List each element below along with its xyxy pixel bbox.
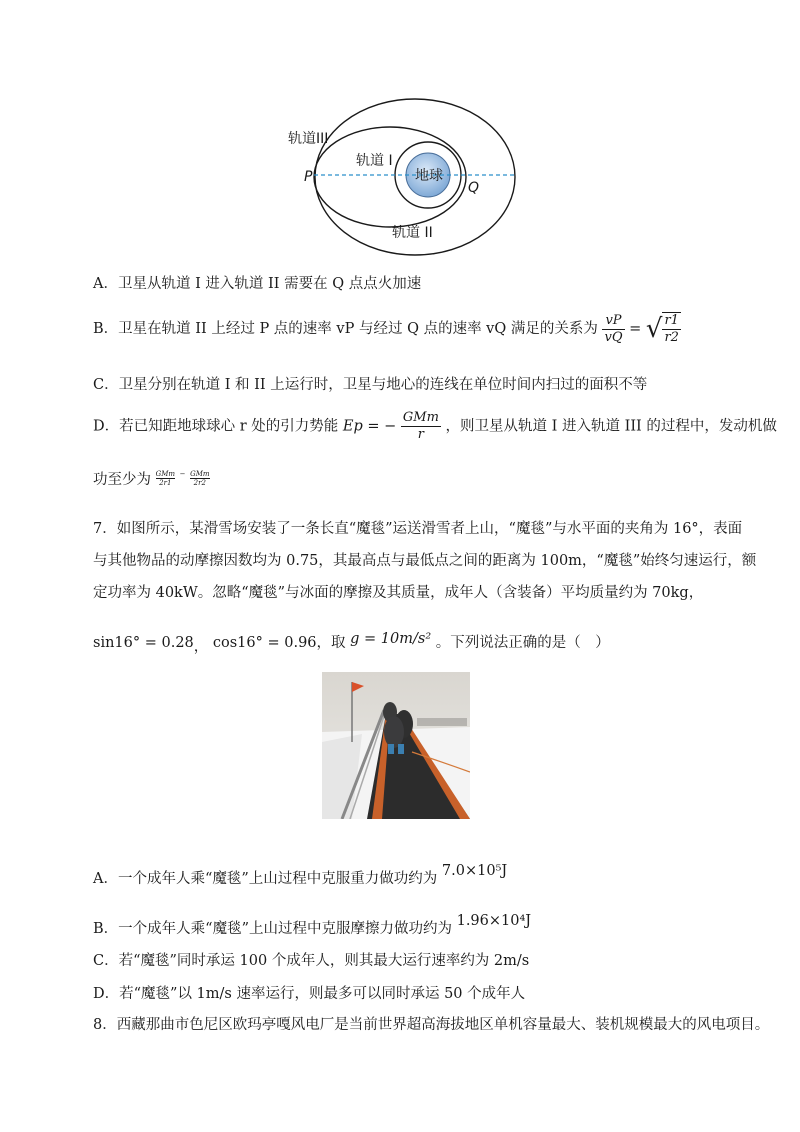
work-den1: 2r1 [159, 479, 172, 487]
q7-option-a-value: 7.0×10⁵J [441, 863, 508, 879]
q6-option-d-text: D．若已知距地球球心 r 处的引力势能 [93, 418, 339, 435]
q6-option-a: A．卫星从轨道 I 进入轨道 II 需要在 Q 点点火加速 [93, 276, 422, 292]
q7-option-c-value: 2m/s [493, 953, 530, 969]
take-text: ，取 [316, 635, 346, 651]
q6-option-d-line2 [93, 470, 210, 490]
work-num2: GMm [190, 470, 210, 478]
q7-line2: 与其他物品的动摩擦因数均为 0.75，其最高点与最低点之间的距离为 100m，“魔毯”始终匀速运行，额 [93, 553, 757, 569]
q7-option-c-text: C．若“魔毯”同时承运 100 个成年人，则其最大运行速率约为 [93, 953, 490, 969]
gmm-r-fraction [401, 410, 441, 443]
q7-option-a-text: A．一个成年人乘“魔毯”上山过程中克服重力做功约为 [93, 871, 438, 887]
q6-option-b [93, 312, 681, 346]
point-q: Q [468, 180, 480, 196]
q7-option-b-value: 1.96×10⁴J [456, 913, 532, 929]
r2: r2 [664, 330, 679, 345]
q6-option-d-suffix: ，则卫星从轨道 I 进入轨道 III 的过程中，发动机做 [445, 418, 777, 435]
potential-energy-formula: Ep = − [342, 418, 397, 435]
q8-line1: 8．西藏那曲市色尼区欧玛亭嘎风电厂是当前世界超高海拔地区单机容量最大、装机规模最大的风电项目。 [93, 1017, 770, 1033]
q7-option-b [93, 911, 531, 939]
q7-option-c [93, 951, 529, 971]
r: r [417, 427, 425, 442]
r1: r1 [664, 313, 679, 328]
magic-carpet-photo [322, 672, 470, 819]
q7-question-end: 。下列说法正确的是（ ） [435, 635, 610, 651]
work-num1: GMm [155, 470, 176, 478]
sin-value: sin16° = 0.28 [93, 635, 194, 651]
d-line2-text: 功至少为 [93, 472, 151, 488]
q6-option-d [93, 410, 777, 443]
q6-option-c: C．卫星分别在轨道 I 和 II 上运行时，卫星与地心的连线在单位时间内扫过的面积不等 [93, 377, 648, 393]
q7-option-a [93, 861, 507, 889]
sqrt-sign: √ [645, 314, 663, 344]
vq: vQ [604, 329, 623, 345]
cos-value: cos16° = 0.96 [212, 635, 317, 651]
orbit1-label: 轨道 I [356, 153, 393, 169]
q7-line1: 7．如图所示，某滑雪场安装了一条长直“魔毯”运送滑雪者上山，“魔毯”与水平面的夹角为 16°，表面 [93, 521, 743, 537]
point-p: P [304, 169, 313, 185]
equals-sign: = [629, 321, 642, 337]
work-term2 [190, 470, 209, 487]
orbit-diagram [270, 95, 530, 265]
g-value: g = 10m/s² [350, 631, 432, 647]
work-den2: 2r2 [193, 479, 206, 487]
vp: vP [602, 313, 624, 330]
orbit3-label: 轨道III [288, 131, 329, 147]
work-minus: − [179, 470, 186, 478]
q7-line4 [93, 629, 610, 657]
orbit2-label: 轨道 II [392, 225, 433, 241]
comma1: ， [193, 639, 209, 655]
earth-label: 地球 [415, 168, 443, 184]
q7-option-d: D．若“魔毯”以 1m/s 速率运行，则最多可以同时承运 50 个成年人 [93, 986, 526, 1002]
q6-option-b-text: B．卫星在轨道 II 上经过 P 点的速率 vP 与经过 Q 点的速率 vQ 满足的关系为 [93, 321, 598, 337]
r-ratio-fraction [662, 312, 681, 346]
gmm: GMm [402, 410, 439, 425]
work-term1 [156, 470, 175, 487]
q7-option-b-text: B．一个成年人乘“魔毯”上山过程中克服摩擦力做功约为 [93, 921, 452, 937]
vp-vq-fraction [602, 313, 624, 346]
q7-line3: 定功率为 40kW。忽略“魔毯”与冰面的摩擦及其质量，成年人（含装备）平均质量约为 70kg， [93, 585, 704, 601]
